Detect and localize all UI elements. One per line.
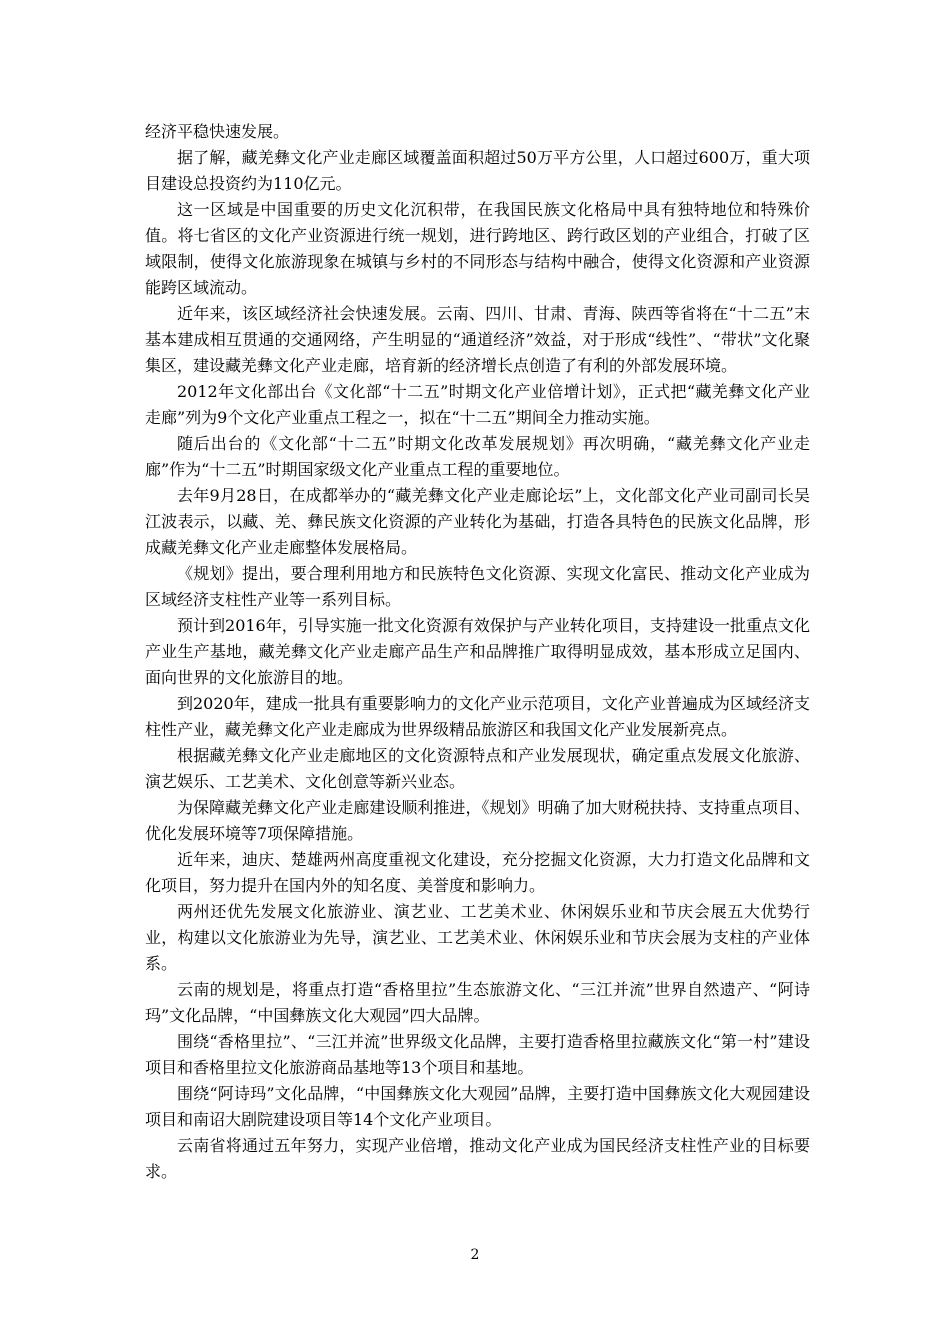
paragraph-10: 到2020年，建成一批具有重要影响力的文化产业示范项目，文化产业普遍成为区域经济支柱性产业，藏羌彝文化产业走廊成为世界级精品旅游区和我国文化产业发展新亮点。 [145, 694, 810, 739]
paragraph-11: 根据藏羌彝文化产业走廊地区的文化资源特点和产业发展现状，确定重点发展文化旅游、演艺娱乐、工艺美术、文化创意等新兴业态。 [145, 746, 810, 791]
paragraph-9: 预计到2016年，引导实施一批文化资源有效保护与产业转化项目，支持建设一批重点文化产业生产基地，藏羌彝文化产业走廊产品生产和品牌推广取得明显成效，基本形成立足国内、面向世界的文化旅游目的地。 [145, 616, 810, 687]
document-body [145, 119, 810, 1185]
paragraph-16: 围绕“香格里拉”、“三江并流”世界级文化品牌，主要打造香格里拉藏族文化“第一村”建设项目和香格里拉文化旅游商品基地等13个项目和基地。 [145, 1032, 810, 1077]
paragraph-1: 经济平稳快速发展。 [145, 122, 290, 141]
paragraph-17: 围绕“阿诗玛”文化品牌，“中国彝族文化大观园”品牌，主要打造中国彝族文化大观园建设项目和南诏大剧院建设项目等14个文化产业项目。 [145, 1084, 810, 1129]
paragraph-3: 这一区域是中国重要的历史文化沉积带，在我国民族文化格局中具有独特地位和特殊价值。将七省区的文化产业资源进行统一规划，进行跨地区、跨行政区划的产业组合，打破了区域限制，使得文化旅游现象在城镇与乡村的不同形态与结构中融合，使得文化资源和产业资源能跨区域流动。 [145, 200, 810, 297]
paragraph-7: 去年9月28日，在成都举办的“藏羌彝文化产业走廊论坛”上，文化部文化产业司副司长吴江波表示，以藏、羌、彝民族文化资源的产业转化为基础，打造各具特色的民族文化品牌，形成藏羌彝文化产业走廊整体发展格局。 [145, 486, 810, 557]
paragraph-2: 据了解，藏羌彝文化产业走廊区域覆盖面积超过50万平方公里，人口超过600万，重大项目建设总投资约为110亿元。 [145, 148, 810, 193]
paragraph-14: 两州还优先发展文化旅游业、演艺业、工艺美术业、休闲娱乐业和节庆会展五大优势行业，构建以文化旅游业为先导，演艺业、工艺美术业、休闲娱乐业和节庆会展为支柱的产业体系。 [145, 902, 810, 973]
page-number: 2 [470, 1247, 480, 1263]
paragraph-5: 2012年文化部出台《文化部“十二五”时期文化产业倍增计划》，正式把“藏羌彝文化产业走廊”列为9个文化产业重点工程之一，拟在“十二五”期间全力推动实施。 [145, 382, 810, 427]
paragraph-8: 《规划》提出，要合理利用地方和民族特色文化资源、实现文化富民、推动文化产业成为区域经济支柱性产业等一系列目标。 [145, 564, 810, 609]
paragraph-4: 近年来，该区域经济社会快速发展。云南、四川、甘肃、青海、陕西等省将在“十二五”末基本建成相互贯通的交通网络，产生明显的“通道经济”效益，对于形成“线性”、“带状”文化聚集区，建设藏羌彝文化产业走廊，培育新的经济增长点创造了有利的外部发展环境。 [145, 304, 810, 375]
paragraph-12: 为保障藏羌彝文化产业走廊建设顺利推进，《规划》明确了加大财税扶持、支持重点项目、优化发展环境等7项保障措施。 [145, 798, 810, 843]
paragraph-6: 随后出台的《文化部“十二五”时期文化改革发展规划》再次明确，“藏羌彝文化产业走廊”作为“十二五”时期国家级文化产业重点工程的重要地位。 [145, 434, 810, 479]
paragraph-18: 云南省将通过五年努力，实现产业倍增，推动文化产业成为国民经济支柱性产业的目标要求。 [145, 1136, 810, 1181]
paragraph-15: 云南的规划是，将重点打造“香格里拉”生态旅游文化、“三江并流”世界自然遗产、“阿诗玛”文化品牌，“中国彝族文化大观园”四大品牌。 [145, 980, 810, 1025]
paragraph-13: 近年来，迪庆、楚雄两州高度重视文化建设，充分挖掘文化资源，大力打造文化品牌和文化项目，努力提升在国内外的知名度、美誉度和影响力。 [145, 850, 810, 895]
